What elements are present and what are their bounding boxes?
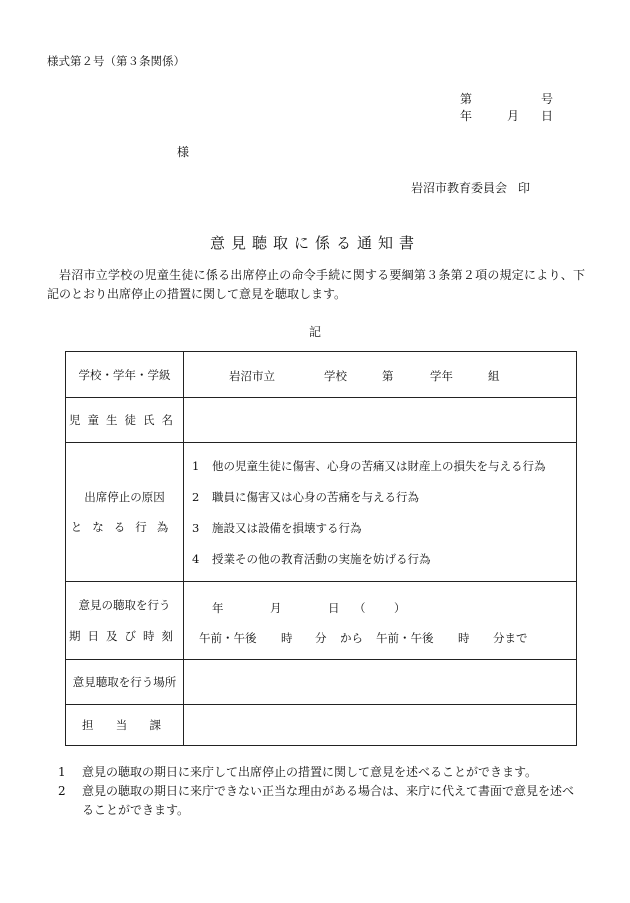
- reason-item[interactable]: 2 職員に傷害又は心身の苦痛を与える行為: [192, 489, 419, 504]
- school-grade-class-label: 学校・学年・学級: [66, 352, 184, 398]
- hearing-year-label: 年: [212, 601, 224, 615]
- body-paragraph: 岩沼市立学校の児童生徒に係る出席停止の命令手続に関する要綱第３条第２項の規定により、下記のとおり出席停止の措置に関して意見を聴取します。: [47, 268, 585, 301]
- note-item: 2 意見の聴取の期日に来庁できない正当な理由がある場合は、来庁に代えて書面で意見を述べることができます。: [58, 784, 575, 817]
- notes-list: [58, 763, 580, 820]
- hearing-label-line1: 意見の聴取を行う: [78, 598, 171, 612]
- start-hour-label: 時: [281, 631, 293, 645]
- start-minute-label: 分: [315, 631, 327, 645]
- ki-marker: 記: [308, 325, 321, 339]
- form-code: 様式第２号（第３条関係）: [47, 54, 185, 68]
- addressee-honorific: 様: [177, 145, 190, 159]
- table-row-place: [66, 660, 577, 705]
- issuer-seal: 印: [518, 181, 531, 195]
- reason-label-line1: 出席停止の原因: [84, 490, 165, 504]
- school-city-text: 岩沼市立: [229, 369, 275, 383]
- table-row-student: [66, 398, 577, 443]
- responsible-section-label: 担 当 課: [82, 718, 161, 732]
- table-row-reason: [66, 443, 577, 582]
- class-label-text: 組: [488, 369, 500, 383]
- notice-table: [65, 351, 577, 746]
- start-ampm-label: 午前・午後: [199, 631, 257, 645]
- document-number-suffix: 号: [541, 92, 554, 106]
- table-row-school: [66, 352, 577, 398]
- hearing-label-line2: 期日及び時刻: [69, 629, 180, 643]
- hearing-place-label: 意見聴取を行う場所: [66, 660, 184, 705]
- end-hour-label: 時: [458, 631, 470, 645]
- hearing-place-field[interactable]: [184, 660, 577, 705]
- table-row-section: [66, 705, 577, 746]
- hearing-datetime-field[interactable]: [184, 582, 577, 660]
- grade-prefix-text: 第: [382, 369, 394, 383]
- note-item: 1 意見の聴取の期日に来庁して出席停止の措置に関して意見を述べることができます。: [58, 765, 538, 779]
- reason-label-line2: となる行為: [70, 520, 179, 534]
- hearing-day-label: 日: [328, 601, 340, 615]
- weekday-paren-open: （: [354, 601, 366, 615]
- end-ampm-label: 午前・午後: [376, 631, 434, 645]
- school-label-text: 学校: [324, 369, 347, 383]
- student-name-field[interactable]: [184, 398, 577, 443]
- responsible-section-field[interactable]: [184, 705, 577, 746]
- document-title: 意見聴取に係る通知書: [209, 234, 420, 252]
- hearing-month-label: 月: [270, 601, 282, 615]
- reason-item[interactable]: 4 授業その他の教育活動の実施を妨げる行為: [192, 551, 431, 566]
- student-name-label: 児童生徒氏名: [69, 413, 180, 427]
- table-row-hearing-datetime: [66, 582, 577, 660]
- grade-label-text: 学年: [430, 369, 453, 383]
- weekday-paren-close: ）: [394, 601, 406, 615]
- date-year-label: 年: [460, 109, 473, 123]
- from-label: から: [340, 631, 363, 645]
- date-day-label: 日: [541, 109, 554, 123]
- reason-item[interactable]: 3 施設又は設備を損壊する行為: [192, 520, 362, 535]
- end-minute-label: 分まで: [493, 631, 528, 645]
- date-month-label: 月: [507, 109, 520, 123]
- document-number-prefix: 第: [460, 92, 473, 106]
- reason-item[interactable]: 1 他の児童生徒に傷害、心身の苦痛又は財産上の損失を与える行為: [192, 458, 546, 473]
- school-grade-class-field[interactable]: [184, 352, 577, 398]
- issuer-name: 岩沼市教育委員会: [411, 181, 508, 195]
